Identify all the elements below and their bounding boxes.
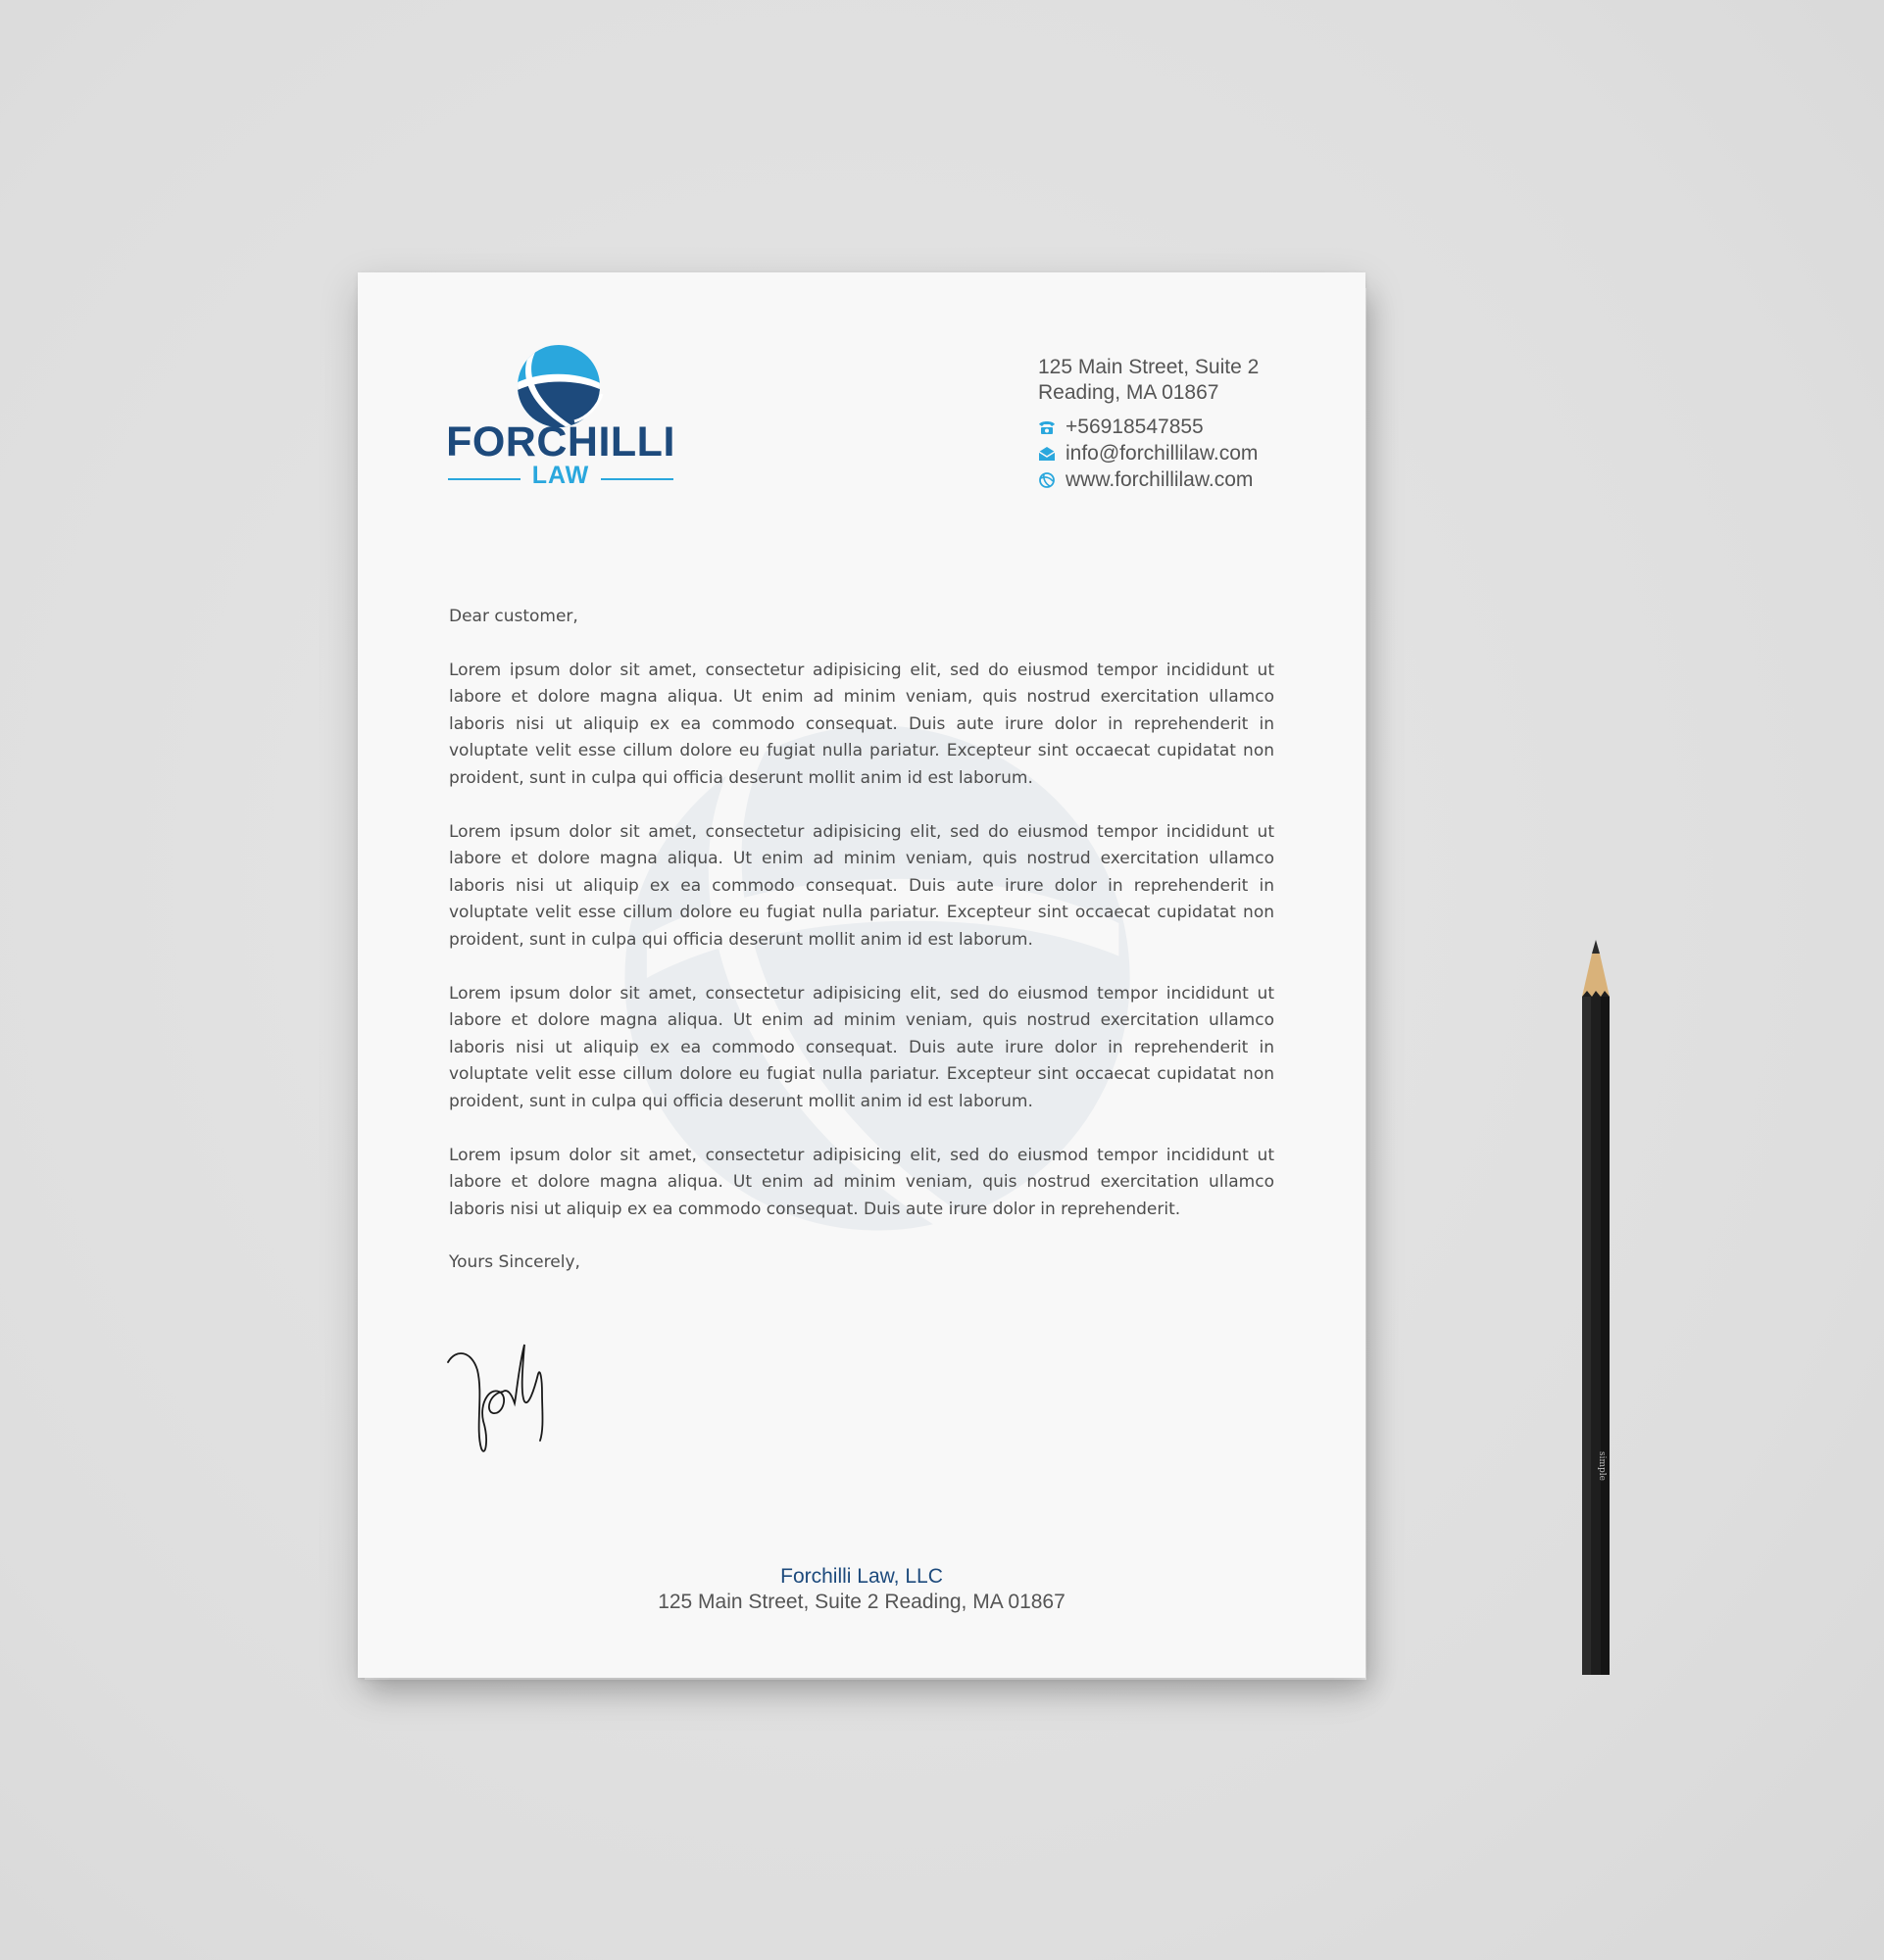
pencil-prop (1578, 936, 1613, 1677)
globe-logo-icon (512, 345, 606, 427)
letter-greeting: Dear customer, (449, 607, 578, 626)
letter-paragraph-4: Lorem ipsum dolor sit amet, consectetur adipisicing elit, sed do eiusmod tempor incididunt ut labore et dolore magna aliqua. Ut enim ad minim veniam, quis nostrud exercitation ullamco laboris nisi ut aliquip ex ea commodo consequat. Duis aute irure dolor in reprehenderit. (449, 1145, 1274, 1219)
email-address: info@forchillilaw.com (1066, 442, 1259, 465)
letter-footer (358, 1564, 1365, 1615)
email-row (1038, 440, 1352, 466)
phone-icon (1038, 419, 1056, 435)
letter-closing: Yours Sincerely, (449, 1252, 580, 1273)
pencil-brand-label: simple (1597, 1451, 1607, 1481)
brand-sub: LAW (531, 462, 590, 489)
header-address-line2: Reading, MA 01867 (1038, 381, 1219, 404)
header-address-line1: 125 Main Street, Suite 2 (1038, 356, 1260, 378)
website-row (1038, 466, 1352, 493)
letter-body (449, 604, 1274, 1277)
brand-logo (446, 345, 675, 502)
brand-rule-right (601, 478, 673, 480)
brand-subline (446, 463, 675, 490)
brand-name: FORCHILLI (446, 418, 675, 466)
letter-paragraph-1: Lorem ipsum dolor sit amet, consectetur adipisicing elit, sed do eiusmod tempor incididunt ut labore et dolore magna aliqua. Ut enim ad minim veniam, quis nostrud exercitation ullamco laboris nisi ut aliquip ex ea commodo consequat. Duis aute irure dolor in reprehenderit in voluptate velit esse cillum dolore eu fugiat nulla pariatur. Excepteur sint occaecat cupidatat non proident, sunt in culpa qui officia deserunt mollit anim id est laborum. (449, 660, 1274, 788)
letter-paragraph-2: Lorem ipsum dolor sit amet, consectetur adipisicing elit, sed do eiusmod tempor incididunt ut labore et dolore magna aliqua. Ut enim ad minim veniam, quis nostrud exercitation ullamco laboris nisi ut aliquip ex ea commodo consequat. Duis aute irure dolor in reprehenderit in voluptate velit esse cillum dolore eu fugiat nulla pariatur. Excepteur sint occaecat cupidatat non proident, sunt in culpa qui officia deserunt mollit anim id est laborum. (449, 821, 1274, 950)
letter-paragraph-3: Lorem ipsum dolor sit amet, consectetur adipisicing elit, sed do eiusmod tempor incididunt ut labore et dolore magna aliqua. Ut enim ad minim veniam, quis nostrud exercitation ullamco laboris nisi ut aliquip ex ea commodo consequat. Duis aute irure dolor in reprehenderit in voluptate velit esse cillum dolore eu fugiat nulla pariatur. Excepteur sint occaecat cupidatat non proident, sunt in culpa qui officia deserunt mollit anim id est laborum. (449, 983, 1274, 1111)
website-url: www.forchillilaw.com (1066, 468, 1254, 491)
header-contact (1038, 355, 1352, 493)
footer-company: Forchilli Law, LLC (780, 1565, 943, 1588)
globe-icon (1038, 472, 1056, 488)
footer-address: 125 Main Street, Suite 2 Reading, MA 01867 (658, 1591, 1066, 1613)
phone-row (1038, 414, 1352, 440)
phone-number: +56918547855 (1066, 416, 1204, 438)
mail-icon (1038, 446, 1056, 462)
handwritten-signature (446, 1339, 573, 1456)
letterhead-page (358, 272, 1365, 1678)
